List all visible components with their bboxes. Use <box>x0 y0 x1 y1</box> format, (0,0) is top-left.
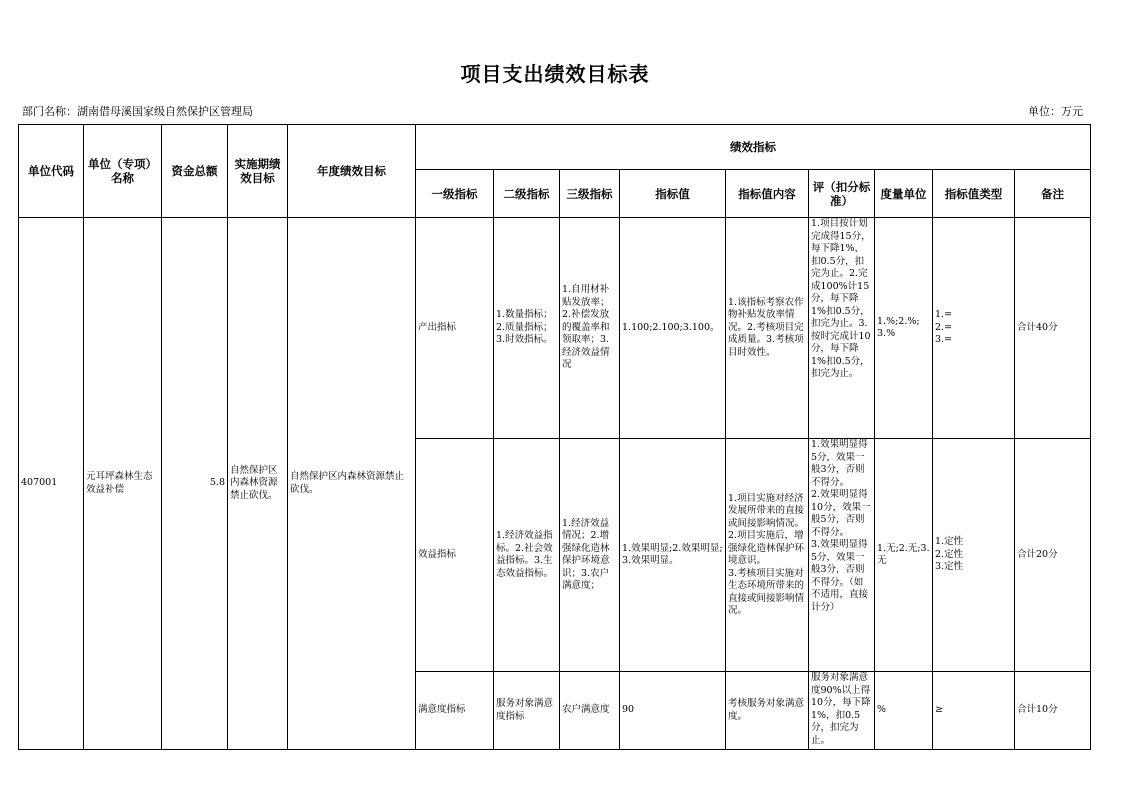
scoring-line: 1.效果明显得5分，效果一般3分，否则不得分。 <box>811 439 868 488</box>
measure-unit-cell: 1.无;2.无;3.无 <box>875 439 933 672</box>
value-cell: 1.效果明显;2.效果明显;3.效果明显。 <box>620 439 726 672</box>
remark-cell: 合计10分 <box>1015 672 1091 750</box>
funds-total-cell: 5.8 <box>162 218 228 750</box>
header-value-type: 指标值类型 <box>933 170 1015 218</box>
scoring-cell: 服务对象满意度90%以上得10分，每下降1%，扣0.5分，扣完为止。 <box>809 672 875 750</box>
header-unit-code: 单位代码 <box>19 125 84 218</box>
header-unit-name: 单位（专项）名称 <box>84 125 162 218</box>
value-type-line: 3.定性 <box>935 561 964 573</box>
value-content-cell: 1.该指标考察农作物补贴发放率情况。2.考核项目完成质量。3.考核项目时效性。 <box>726 218 809 439</box>
scoring-line: 2.效果明显得10分，效果一般5分，否则不得分。 <box>811 489 871 538</box>
value-cell: 90 <box>620 672 726 750</box>
scoring-line: 3.效果明显得5分，效果一般3分，否则不得分。（如不适用，直接计分） <box>811 539 869 613</box>
level2-cell: 1.经济效益指标。2.社会效益指标。3.生态效益指标。 <box>494 439 560 672</box>
value-type-cell <box>933 439 1015 672</box>
period-goal-cell: 自然保护区内森林资源禁止砍伐。 <box>228 218 288 750</box>
department-name: 部门名称：湖南借母溪国家级自然保护区管理局 <box>22 105 253 118</box>
header-scoring: 评（扣分标准） <box>809 170 875 218</box>
measure-unit-cell: % <box>875 672 933 750</box>
value-type-line: 1.定性 <box>935 536 964 548</box>
header-row-1 <box>19 125 1091 170</box>
header-level2: 二级指标 <box>494 170 560 218</box>
scoring-cell: 1.项目按计划完成得15分，每下降1%，扣0.5分，扣完为止。2.完成100%计15分，每下降1%扣0.5分，扣完为止。3.按时完成计10分，每下降1%扣0.5分，扣完为止。 <box>809 218 875 439</box>
level2-cell: 服务对象满意度指标 <box>494 672 560 750</box>
header-annual-goal: 年度绩效目标 <box>288 125 416 218</box>
level3-cell: 1.自用材补贴发放率；2.补偿发放的覆盖率和领取率；3.经济效益情况 <box>560 218 620 439</box>
value-cell: 1.100;2.100;3.100。 <box>620 218 726 439</box>
header-performance-indicators: 绩效指标 <box>416 125 1091 170</box>
header-measure-unit: 度量单位 <box>875 170 933 218</box>
level1-cell: 满意度指标 <box>416 672 494 750</box>
unit-code-cell: 407001 <box>19 218 84 750</box>
remark-cell: 合计40分 <box>1015 218 1091 439</box>
value-type-line: 2.定性 <box>935 548 964 560</box>
performance-target-table <box>18 124 1091 750</box>
value-content-line: 3.考核项目实施对生态环境所带来的直接或间接影响情况。 <box>728 567 805 616</box>
level2-cell: 1.数量指标；2.质量指标；3.时效指标。 <box>494 218 560 439</box>
header-value-content: 指标值内容 <box>726 170 809 218</box>
value-type-line: 2.= <box>935 321 953 333</box>
value-content-line: 1.项目实施对经济发展所带来的直接或间接影响情况。2.项目实施后，增强绿化造林保护环境意识。 <box>728 492 805 566</box>
annual-goal-cell: 自然保护区内森林资源禁止砍伐。 <box>288 218 416 750</box>
value-content-cell <box>726 439 809 672</box>
currency-unit: 单位：万元 <box>1028 105 1083 118</box>
measure-unit-cell: 1.%;2.%;3.% <box>875 218 933 439</box>
page-title: 项目支出绩效目标表 <box>460 62 650 86</box>
value-content-cell: 考核服务对象满意度。 <box>726 672 809 750</box>
header-level1: 一级指标 <box>416 170 494 218</box>
value-type-cell: ≥ <box>933 672 1015 750</box>
value-type-line: 1.= <box>935 309 953 321</box>
remark-cell: 合计20分 <box>1015 439 1091 672</box>
level3-cell: 1.经济效益情况；2.增强绿化造林保护环境意识；3.农户满意度； <box>560 439 620 672</box>
header-level3: 三级指标 <box>560 170 620 218</box>
scoring-cell <box>809 439 875 672</box>
level3-cell: 农户满意度 <box>560 672 620 750</box>
header-period-goal: 实施期绩效目标 <box>228 125 288 218</box>
level1-cell: 效益指标 <box>416 439 494 672</box>
value-type-line: 3.= <box>935 334 953 346</box>
level1-cell: 产出指标 <box>416 218 494 439</box>
header-funds-total: 资金总额 <box>162 125 228 218</box>
header-remark: 备注 <box>1015 170 1091 218</box>
header-value: 指标值 <box>620 170 726 218</box>
unit-name-cell: 元耳坪森林生态效益补偿 <box>84 218 162 750</box>
table-row <box>19 218 1091 439</box>
value-type-cell <box>933 218 1015 439</box>
